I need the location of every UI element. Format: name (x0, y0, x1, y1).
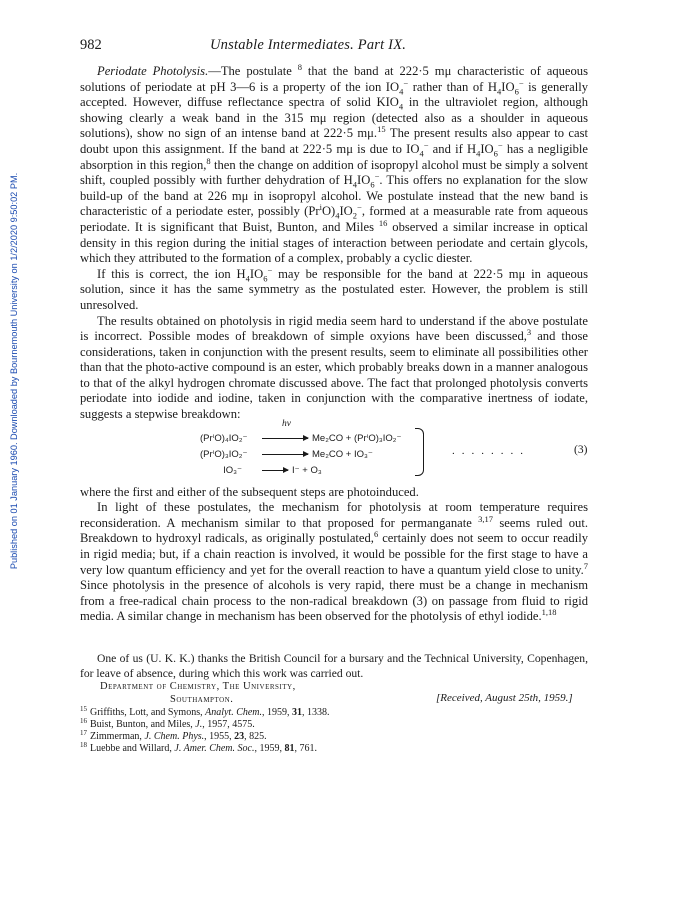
reference-authors: Luebbe and Willard, (90, 743, 175, 754)
paragraph-photoinduced (80, 485, 588, 501)
affiliation-line-1 (100, 681, 296, 692)
reference-entry (80, 728, 580, 743)
ref-mark: 7 (583, 560, 588, 571)
text: certainly does not seem to occur readily in rigid media; but, if a chain reaction is involved, it would be possible for the first stage to have a very low quantum efficiency and yet for the overall reaction to have a quantum yield close to unity. (80, 531, 588, 577)
reference-entry (80, 740, 580, 755)
subscript: 4 (419, 148, 424, 159)
superscript: − (497, 139, 503, 150)
text: In light of these postulates, the mechanism for photolysis at room temperature requires reconsideration. A mechanism similar to that proposed for permanganate (80, 500, 588, 530)
text: is generally accepted. However, diffuse reflectance spectra of solid KIO (80, 79, 588, 110)
download-watermark (7, 140, 21, 602)
text: —The postulate (208, 64, 298, 78)
article-body (80, 61, 589, 625)
text: seems ruled out. Breakdown to hydroxyl radicals, as originally postulated, (80, 515, 589, 546)
reference-authors: Griffiths, Lott, and Symons, (90, 707, 206, 718)
text: The results obtained on photolysis in rigid media seem hard to understand if the above postulate is incorrect. Possible modes of breakdown of simple oxyions have been discussed, (80, 313, 588, 344)
reference-year: , 1957, (202, 719, 233, 730)
watermark-text: Published on 01 January 1960. Downloaded by Bournemouth University on 1/2/2020 9:50:02 PM. (9, 172, 19, 570)
subscript: 4 (245, 273, 250, 284)
reaction-arrow (262, 454, 308, 455)
references (80, 704, 580, 755)
text: The present results also appear to cast doubt upon this assignment. If the band at 222·5 mμ is due to IO (80, 126, 589, 156)
hv-label: hν (282, 418, 291, 429)
superscript: − (374, 170, 380, 181)
reference-pages: 4575. (232, 719, 255, 730)
ref-mark: 6 (373, 529, 379, 540)
right-brace (415, 428, 424, 476)
text: then the change on addition of isopropyl alcohol must be simply a solvent shift, coupled possibly with further dehydration of H (80, 157, 588, 188)
reference-number: 15 (80, 704, 87, 713)
reaction-arrow (262, 438, 308, 439)
text: . This offers no explanation for the slow build-up of the band at 226 mμ in isopropyl alcohol. We postulate instead that the new band is characteristic of a periodate ester, possibly (Pr (80, 173, 588, 219)
reference-year: , 1955, (204, 731, 235, 742)
ref-mark: 3,17 (478, 513, 494, 524)
ref-mark: 16 (378, 217, 388, 228)
superscript: − (518, 77, 524, 88)
running-header (80, 37, 590, 57)
subscript: 4 (352, 179, 358, 190)
running-title: Unstable Intermediates. Part IX. (210, 37, 407, 53)
affiliation-text: Southampton. (170, 694, 234, 705)
reaction-step-1 (200, 431, 401, 447)
subscript: 4 (476, 148, 481, 159)
received-date: [Received, August 25th, 1959.] (436, 692, 573, 704)
reference-year: , 1959, (262, 707, 293, 718)
reaction-scheme-3 (80, 418, 588, 482)
subscript: 4 (399, 86, 404, 97)
products: I⁻ + O₃ (292, 464, 322, 476)
affiliation-line-2 (170, 694, 233, 705)
reaction-step-3 (200, 463, 322, 479)
text: If this is correct, the ion H (97, 266, 246, 281)
text: rather than of H (408, 79, 498, 94)
text: O) (321, 204, 336, 219)
subscript: 6 (514, 86, 519, 97)
products: Me₂CO + IO₃⁻ (312, 448, 373, 460)
reference-journal: J. Chem. Phys. (144, 731, 205, 742)
ref-mark: 8 (297, 61, 302, 72)
subscript: 4 (497, 86, 502, 97)
reaction-arrow (262, 470, 288, 471)
text: observed a similar increase in optical density in this region during the initial stages of interaction between periodate and certain glycols, which they attributed to the formation of a complex, probably a cyclic diester. (80, 219, 588, 266)
reference-authors: Zimmerman, (90, 731, 145, 742)
text: in the ultraviolet region, although showing clearly a weak band in the 315 mμ region (detected also as a shoulder in aqueous solutions), show no sign of an intense band at 222·5 mμ. (80, 95, 588, 141)
reference-entry (80, 716, 580, 731)
section-runin-heading: Periodate Photolysis. (97, 64, 209, 78)
subscript: 4 (398, 101, 404, 112)
paragraph-periodate-photolysis (80, 61, 589, 267)
superscript: − (357, 202, 362, 213)
superscript: − (267, 264, 273, 275)
reference-number: 18 (80, 740, 87, 749)
ref-mark: 3 (526, 326, 532, 337)
paragraph-mechanism (80, 500, 588, 625)
equation-number: (3) (574, 443, 588, 456)
text: , formed at a measurable rate from aqueous periodate. It is significant that Buist, Bunton, and Miles (80, 204, 588, 234)
reference-authors: Buist, Bunton, and Miles, (90, 719, 196, 730)
leader-dots: ........ (452, 444, 530, 457)
ref-mark: 15 (377, 124, 386, 135)
text: IO (501, 79, 515, 94)
reference-pages: , 761. (294, 743, 317, 754)
text: may be responsible for the band at 222·5 mμ in aqueous solution, since it has the same symmetry as the postulated ester. However, the problem is still unresolved. (80, 266, 588, 312)
subscript: 6 (493, 148, 498, 159)
paragraph-h4io6 (80, 264, 588, 314)
reference-number: 16 (80, 716, 87, 725)
text: and if H (428, 141, 477, 156)
text: has a negligible absorption in this region, (80, 141, 588, 172)
reactant: IO₃⁻ (223, 464, 242, 476)
reference-journal: J. (195, 719, 203, 730)
ref-mark: 8 (206, 155, 211, 166)
reference-pages: , 1338. (302, 707, 330, 718)
reactant: (PrⁱO)₄IO₂⁻ (200, 432, 248, 444)
reaction-step-2 (200, 447, 373, 463)
subscript: 6 (370, 179, 375, 190)
text: Since photolysis in the presence of alcohols is very rapid, there must be a change in mechanism from a free-radical chain process to the non-radical breakdown (3) on passage from fluid to rigid media. A similar change in mechanism has been observed for the photolysis of ethyl iodide. (80, 578, 588, 624)
subscript: 2 (352, 210, 358, 221)
reference-volume: 31 (292, 707, 303, 718)
text: where the first and either of the subsequent steps are photoinduced. (80, 484, 419, 499)
text: IO (357, 173, 371, 188)
superscript: − (403, 77, 409, 88)
reference-number: 17 (80, 728, 87, 737)
reference-journal: J. Amer. Chem. Soc. (174, 743, 255, 754)
reference-pages: , 825. (244, 731, 267, 742)
ref-mark: 1,18 (541, 607, 557, 618)
reference-volume: 81 (284, 743, 295, 754)
reference-journal: Analyt. Chem. (205, 707, 263, 718)
reference-year: , 1959, (254, 743, 285, 754)
reference-entry (80, 704, 580, 719)
reference-volume: 23 (234, 731, 245, 742)
affiliation-text: Department of Chemistry, The University, (100, 681, 296, 692)
subscript: 4 (335, 210, 340, 221)
text: that the band at 222·5 mμ characteristic of aqueous solutions of periodate at pH 3—6 is a property of the ion IO (80, 64, 588, 94)
text: and those considerations, taken in conjunction with the present results, seem to eliminate all possibilities other than that the photo-active compound is an ester, which probably breaks down in a manner analogous to that of the alkyl hydrogen chromate discussed above. The fact that prolonged photolysis converts periodate into iodide and iodine, taken in conjunction with the comparative inertness of iodate, suggests a stepwise breakdown: (80, 329, 588, 422)
text: IO (480, 141, 494, 156)
acknowledgement (80, 651, 588, 681)
paragraph-rigid-media (80, 314, 588, 423)
page-number: 982 (80, 37, 102, 53)
text: IO (339, 204, 353, 219)
text: IO (249, 266, 264, 281)
products: Me₂CO + (PrⁱO)₃IO₂⁻ (312, 432, 402, 444)
subscript: 6 (263, 273, 268, 284)
superscript: − (423, 139, 429, 150)
acknowledgement-text: One of us (U. K. K.) thanks the British Council for a bursary and the Technical University, Copenhagen, for leave of absence, during which this work was carried out. (80, 652, 588, 680)
reactant: (PrⁱO)₃IO₂⁻ (200, 448, 248, 460)
superscript: i (319, 202, 322, 213)
